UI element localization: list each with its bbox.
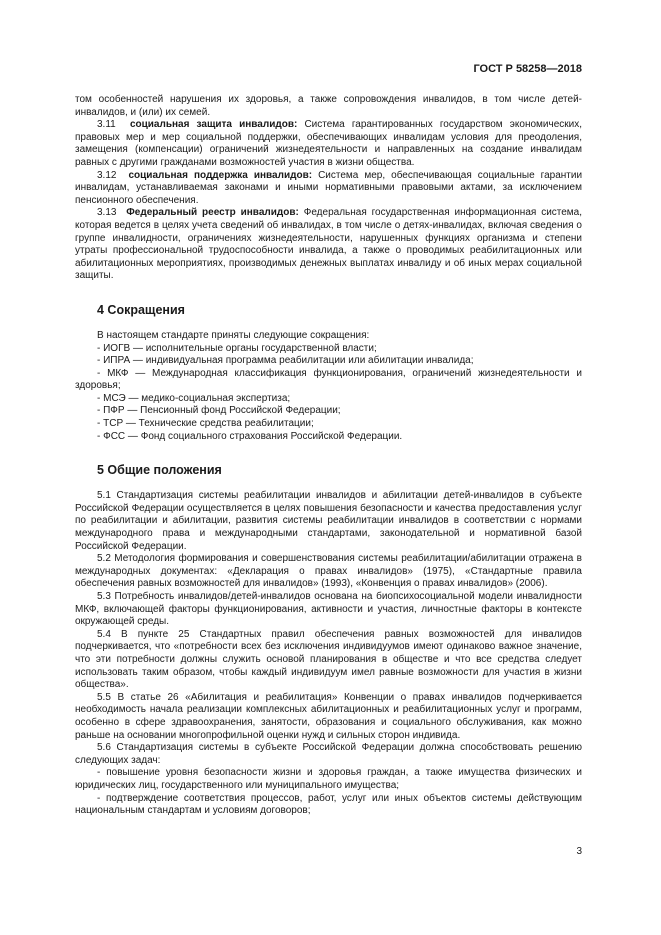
list-item: - ФСС — Фонд социального страхования Российской Федерации. <box>97 430 403 442</box>
paragraph-5-5: 5.5 В статье 26 «Абилитация и реабилитация» Конвенции о правах инвалидов подчеркивается необходимость начала реализации комплексных абилитационных и реабилитационных услуг и программ, особенно в сфере здравоохранения, занятости, образования и социального обслуживания, как можно раньше на основании многопрофильной оценки нужд и сильных сторон индивида. <box>75 691 582 741</box>
list-item: - ПФР — Пенсионный фонд Российской Федерации; <box>97 405 341 417</box>
continuation-paragraph: том особенностей нарушения их здоровья, а также сопровождения инвалидов, в том числе детей-инвалидов, и (или) их семей. <box>75 94 582 118</box>
section-4-heading: 4 Сокращения <box>97 302 185 317</box>
paragraph-5-1: 5.1 Стандартизация системы реабилитации инвалидов и абилитации детей-инвалидов в субъекте Российской Федерации осуществляется в целях повышения безопасности и качества предоставления услуг по реабилитации и абилитации, развития системы реабилитации инвалидов в соответствии с нормами международного права и международными стандартами, законодательной и нормативной базой Российской Федерации. <box>75 490 582 552</box>
paragraph-5-6: 5.6 Стандартизация системы в субъекте Российской Федерации должна способствовать решению следующих задач: <box>75 742 582 766</box>
definition-term: Федеральный реестр инвалидов: <box>126 207 299 219</box>
list-item: - МКФ — Международная классификация функционирования, ограничений жизнедеятельности и здоровья; <box>75 367 582 392</box>
paragraph-5-3: 5.3 Потребность инвалидов/детей-инвалидов основана на биопсихосоциальной модели инвалидности МКФ, включающей факторы функционирования, активности и участия, личностные факторы в контексте окружающей среды. <box>75 591 582 628</box>
section-4-intro: В настоящем стандарте приняты следующие сокращения: <box>97 329 370 341</box>
definition-term: социальная поддержка инвалидов: <box>128 169 313 181</box>
page-number: 3 <box>576 846 582 857</box>
definition-3-13: 3.13 Федеральный реестр инвалидов: Федеральная государственная информационная система, которая ведется в целях учета сведений об инвалидах, в том числе о детях-инвалидах, включая сведения о группе инвалидности, ограничениях жизнедеятельности, нарушенных функциях организма и степени утраты профессиональной трудоспособности инвалида, а также о проводимых реабилитационных или абилитационных мероприятиях, производимых денежных выплатах инвалиду и об иных мерах социальной защиты. <box>75 207 583 282</box>
paragraph-5-4: 5.4 В пункте 25 Стандартных правил обеспечения равных возможностей для инвалидов подчеркивается, что «потребности всех без исключения индивидуумов имеют одинаково важное значение, что эти потребности должны служить основой планирования в обществе и что все средства следует использовать таким образом, чтобы каждый индивидуум имел равные возможности для участия в жизни общества». <box>75 628 582 691</box>
document-body <box>75 94 582 818</box>
list-item: - повышение уровня безопасности жизни и здоровья граждан, а также имущества физических и юридических лиц, государственного или муниципального имущества; <box>75 767 582 791</box>
list-item: - МСЭ — медико-социальная экспертиза; <box>97 392 291 404</box>
list-item: - подтверждение соответствия процессов, работ, услуг или иных объектов системы действующим национальным стандартам и условиям договоров; <box>75 792 582 817</box>
paragraph-5-2: 5.2 Методология формирования и совершенствования системы реабилитации/абилитации отражена в международных документах: «Декларация о правах инвалидов» (1975), «Стандартные правила обеспечения равных возможностей для инвалидов» (1993), «Конвенция о правах инвалидов» (2006). <box>75 553 582 590</box>
list-item: - ИПРА — индивидуальная программа реабилитации или абилитации инвалида; <box>97 355 474 367</box>
standard-code: ГОСТ Р 58258—2018 <box>473 63 582 75</box>
list-item: - ТСР — Технические средства реабилитации; <box>97 418 314 430</box>
section-5-heading: 5 Общие положения <box>97 463 222 478</box>
list-item: - ИОГВ — исполнительные органы государственной власти; <box>97 342 377 354</box>
definition-3-11: 3.11 социальная защита инвалидов: Система гарантированных государством экономических, правовых мер и мер социальной поддержки, обеспечивающих инвалидам условия для преодоления, замещения (компенсации) ограничений жизнедеятельности и направленных на создание инвалидам равных с другими гражданами возможностей участия в жизни общества. <box>75 119 583 168</box>
definition-3-12: 3.12 социальная поддержка инвалидов: Система мер, обеспечивающая социальные гарантии инвалидам, устанавливаемая законами и иными нормативными правовыми актами, за исключением пенсионного обеспечения. <box>75 169 583 206</box>
definition-term: социальная защита инвалидов: <box>129 119 298 131</box>
